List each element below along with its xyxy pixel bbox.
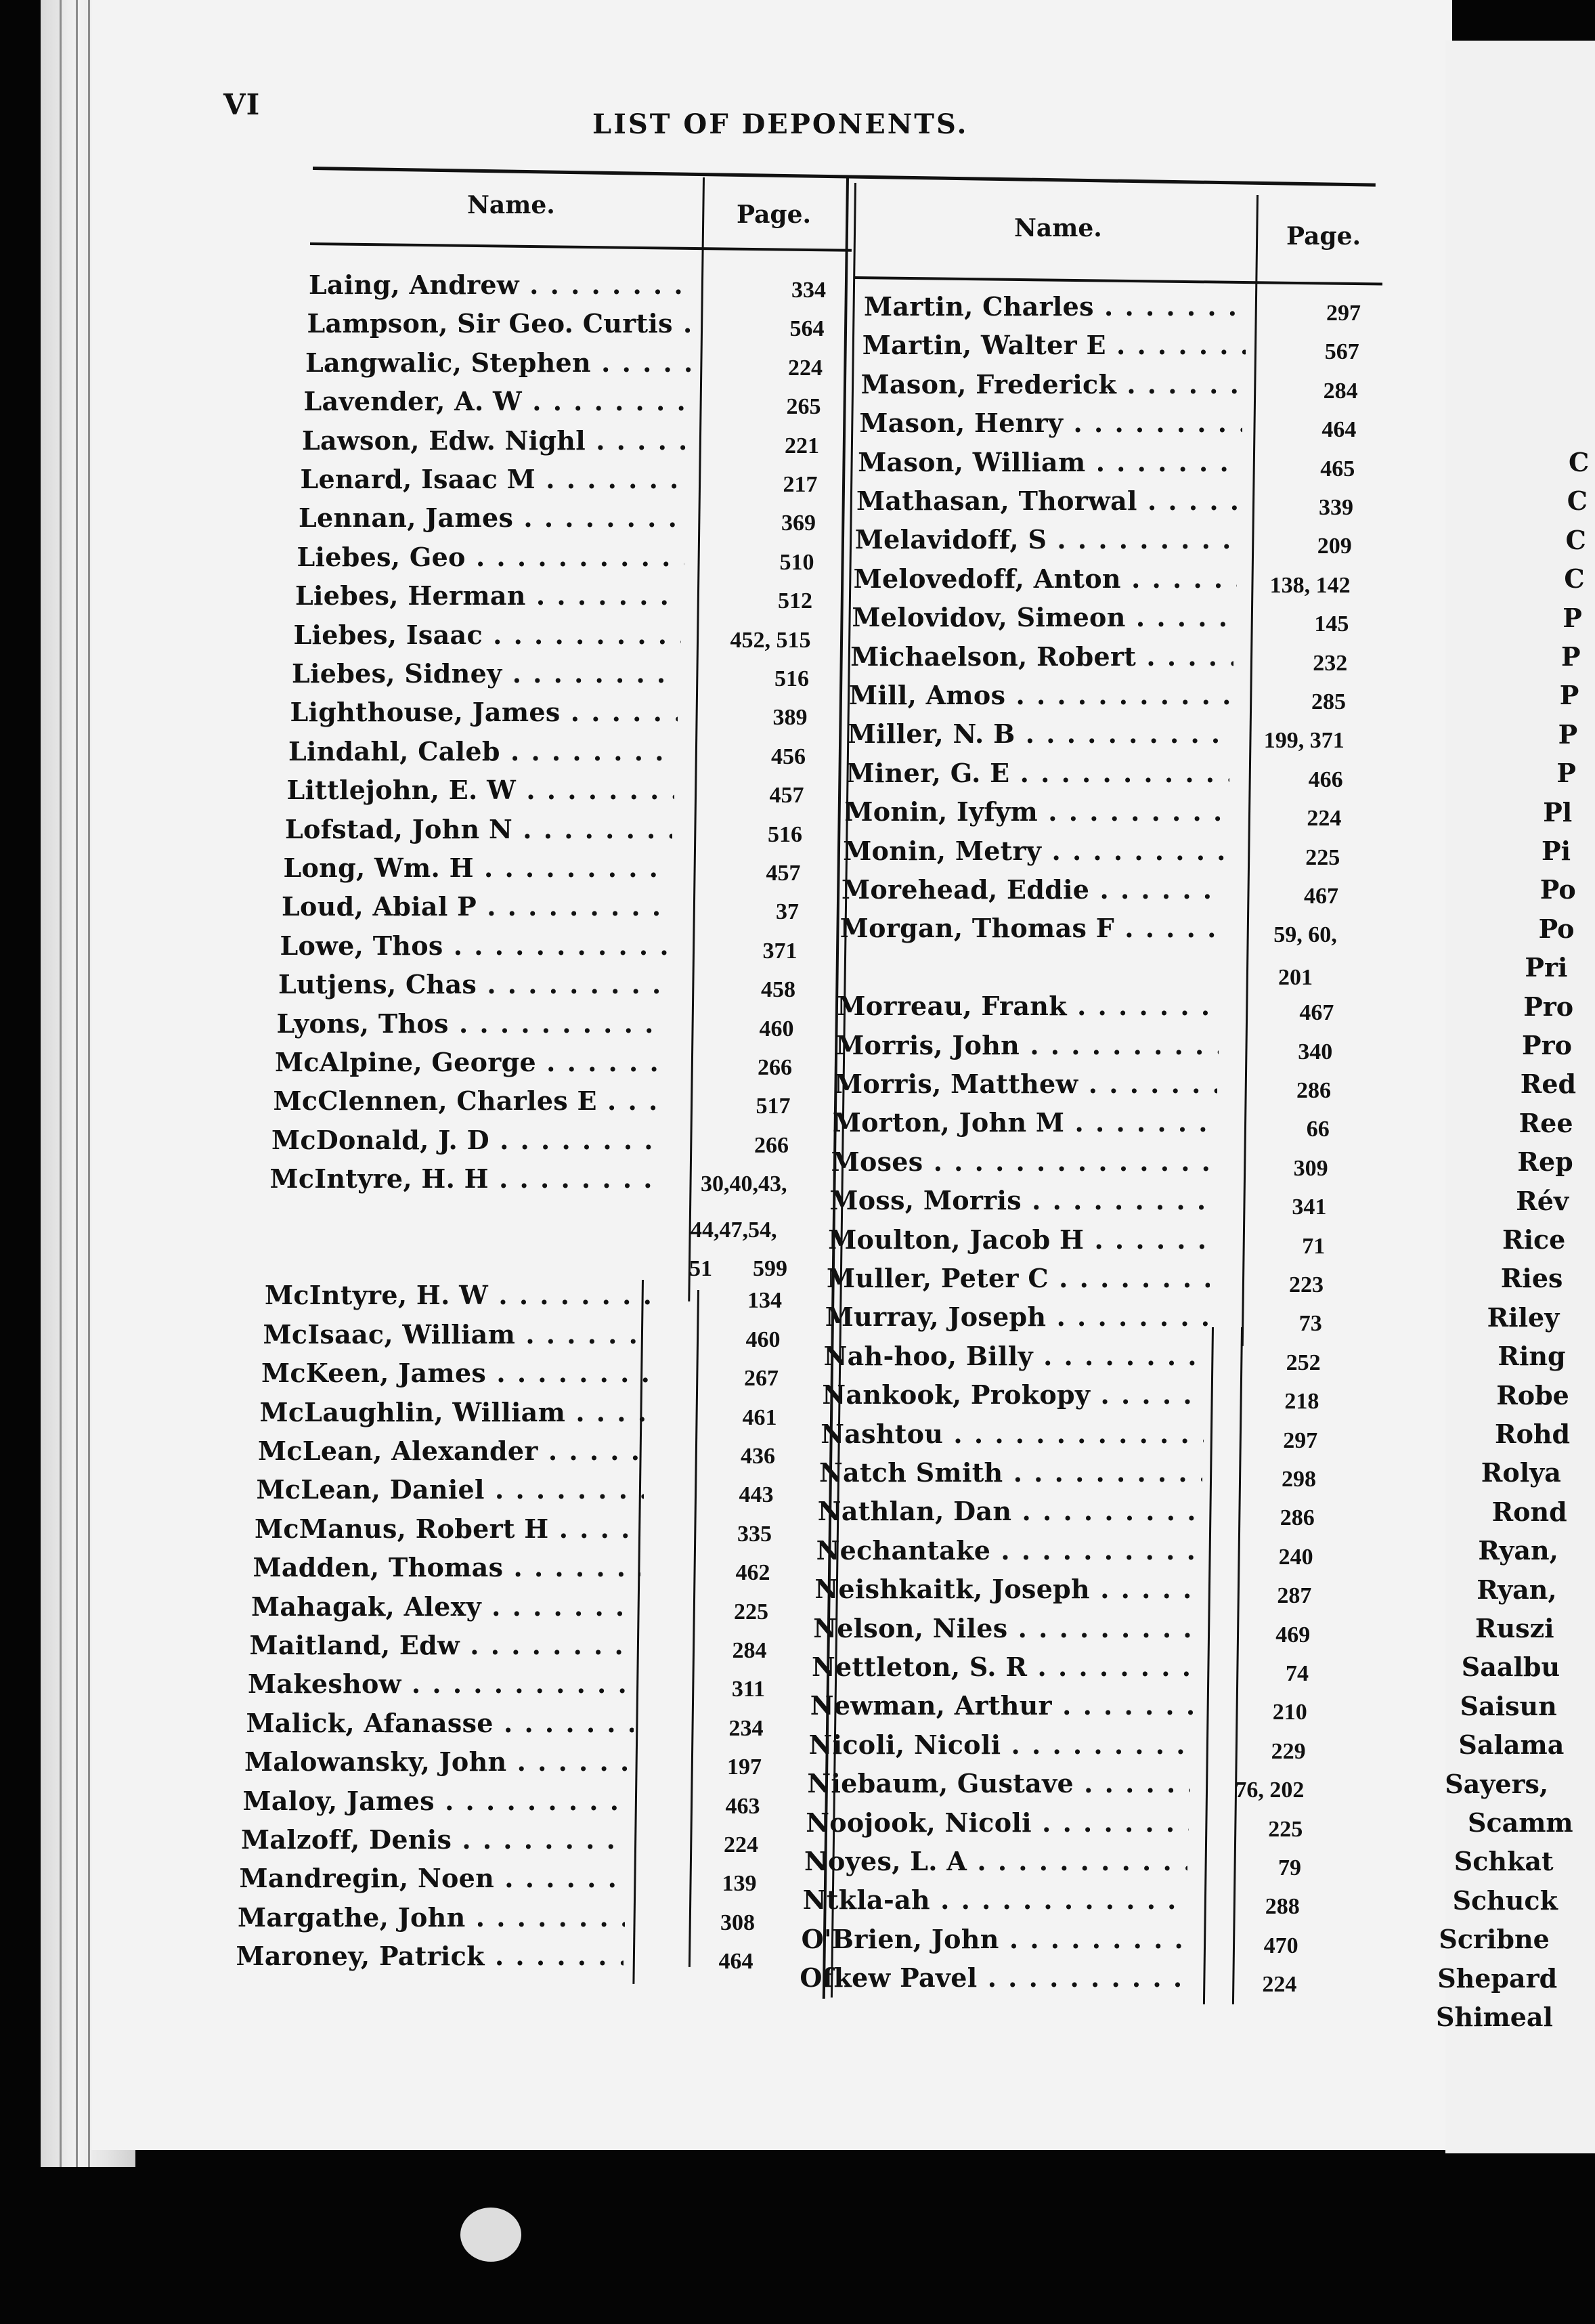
adjacent-page-fragment: Riley (1487, 1301, 1560, 1333)
page-reference: 456 (771, 744, 806, 769)
page-reference: 232 (1313, 650, 1348, 676)
page-reference: 297 (1326, 301, 1361, 326)
page-reference: 266 (758, 1055, 792, 1080)
deponent-name: Martin, Walter E . . . (862, 330, 1246, 360)
deponent-name: McManus, Robert H . . . (255, 1513, 642, 1544)
deponent-name: Morehead, Eddie . . . (842, 874, 1225, 905)
page-reference: 469 (1275, 1622, 1311, 1648)
deponent-name: Michaelson, Robert . . . (850, 641, 1233, 672)
page-reference: 71 (1302, 1233, 1326, 1259)
deponent-name: Niebaum, Gustave . . . (807, 1768, 1190, 1799)
adjacent-page-fragment: Pro (1522, 1030, 1572, 1060)
deponent-name: Liebes, Sidney . . . (292, 658, 679, 689)
page-number: VI (223, 88, 261, 121)
deponent-name: Nicoli, Nicoli . . . (809, 1729, 1192, 1760)
deponent-name: Martin, Charles . . . (864, 291, 1247, 322)
page-reference: 517 (756, 1094, 791, 1119)
adjacent-page-fragment: Ruszi (1475, 1613, 1554, 1643)
page-reference: 371 (762, 938, 798, 964)
adjacent-page-fragment: Red (1520, 1069, 1577, 1100)
left-continuation-2a: 51 (689, 1256, 712, 1281)
deponent-name: McClennen, Charles E . . . (274, 1085, 661, 1116)
page-reference: 66 (1306, 1117, 1330, 1142)
page-reference: 37 (776, 899, 799, 925)
adjacent-page-fragment: Scribne (1439, 1924, 1550, 1955)
adjacent-page-fragment: P (1558, 718, 1578, 750)
page-reference: 443 (739, 1482, 774, 1508)
page-reference: 463 (725, 1793, 760, 1819)
adjacent-page-fragment: Rohd (1495, 1419, 1571, 1449)
page-reference: 224 (724, 1832, 758, 1857)
page-reference: 436 (741, 1444, 775, 1469)
deponent-name: Monin, Metry . . . (843, 836, 1226, 866)
deponent-name: Malzoff, Denis . . . (241, 1824, 628, 1855)
adjacent-page-fragment: Pri (1525, 952, 1568, 983)
deponent-name: Lavender, A. W . . . (304, 386, 691, 416)
deponent-name: Melovidov, Simeon . . . (852, 602, 1235, 632)
deponent-name: Mason, Henry . . . (859, 408, 1242, 438)
adjacent-page-fragment: Rolya (1481, 1457, 1561, 1488)
adjacent-page-fragment: P (1559, 680, 1579, 711)
page-reference: 516 (774, 666, 809, 691)
page-reference: 197 (727, 1755, 762, 1780)
page-reference: 267 (744, 1366, 779, 1392)
adjacent-page-fragment: P (1561, 641, 1581, 672)
page-reference: 467 (1304, 884, 1338, 909)
deponent-name: Lofstad, John N . . . (285, 814, 672, 844)
deponent-name: Morris, John . . . (835, 1030, 1219, 1060)
deponent-name: Lighthouse, James . . . (290, 697, 678, 727)
deponent-name: Melavidoff, S . . . (855, 524, 1238, 555)
page-reference: 234 (728, 1715, 764, 1741)
deponent-name: Littlejohn, E. W . . . (287, 775, 674, 805)
adjacent-page-fragment: Rond (1491, 1496, 1567, 1527)
deponent-name: Margathe, John . . . (238, 1902, 625, 1933)
deponent-name: Lawson, Edw. Nighl . . . (302, 425, 689, 456)
deponent-name: Mathasan, Thorwal . . . (856, 486, 1240, 516)
deponent-name: Nah-hoo, Billy . . . (824, 1341, 1207, 1371)
page-reference: 335 (737, 1521, 772, 1547)
deponent-name: Malowansky, John . . . (244, 1746, 632, 1777)
deponent-name: Laing, Andrew . . . (309, 270, 696, 300)
deponent-name: Noojook, Nicoli . . . (806, 1807, 1189, 1838)
deponent-name: Nashtou . . . (821, 1419, 1204, 1449)
page-reference: 266 (754, 1132, 789, 1158)
page-reference: 285 (1311, 689, 1346, 714)
page-reference: 225 (1305, 844, 1340, 870)
deponent-name: Morreau, Frank . . . (837, 991, 1220, 1021)
deponent-name: Mason, William . . . (858, 447, 1241, 477)
adjacent-page-fragment: Ryan, (1477, 1574, 1557, 1605)
page-reference: 221 (785, 433, 819, 458)
page-reference: 134 (747, 1288, 782, 1314)
page-reference: 460 (759, 1016, 794, 1041)
deponent-name: Ofkew Pavel . . . (800, 1962, 1183, 1993)
page-reference: 462 (735, 1560, 770, 1586)
page-reference: 567 (1324, 339, 1359, 365)
page-reference: 286 (1280, 1505, 1315, 1531)
adjacent-page-fragment: Rév (1516, 1185, 1569, 1216)
deponent-name: McKeen, James . . . (261, 1358, 649, 1388)
page-reference: 76, 202 (1235, 1778, 1305, 1803)
deponent-name: Melovedoff, Anton . . . (854, 563, 1237, 594)
page-reference: 460 (745, 1327, 781, 1352)
page-reference: 210 (1272, 1700, 1307, 1725)
page-reference: 339 (1319, 495, 1353, 520)
page-reference: 334 (791, 278, 826, 303)
page-reference: 139 (722, 1871, 757, 1897)
deponent-name: McLaughlin, William . . . (260, 1397, 647, 1427)
deponent-name: McIsaac, William . . . (263, 1319, 651, 1350)
page-reference: 457 (766, 861, 801, 886)
deponent-name: Liebes, Geo . . . (297, 542, 684, 572)
deponent-name: Nathlan, Dan . . . (818, 1496, 1201, 1526)
deponent-name: Nettleton, S. R . . . (812, 1652, 1195, 1682)
page-reference: 59, 60, (1273, 922, 1337, 948)
deponent-name: Maroney, Patrick . . . (236, 1941, 624, 1971)
page-reference: 225 (734, 1599, 768, 1624)
page-reference: 218 (1284, 1389, 1319, 1415)
deponent-name: McIntyre, H. W . . . (265, 1280, 652, 1310)
deponent-name: Mahagak, Alexy . . . (251, 1591, 638, 1622)
page-reference: 516 (768, 821, 802, 847)
deponent-name: Monin, Iyfym . . . (844, 796, 1227, 827)
adjacent-page-fragment: Schkat (1454, 1846, 1554, 1877)
page-reference: 145 (1314, 611, 1349, 637)
deponent-name: McIntyre, H. H . . . (270, 1163, 657, 1194)
adjacent-page-fragment: Pl (1543, 796, 1573, 827)
page-reference: 458 (761, 977, 795, 1003)
paper-fleck (460, 2208, 521, 2262)
page-reference: 311 (731, 1677, 765, 1702)
right-continuation-1: 201 (1278, 965, 1313, 990)
page-reference: 252 (1286, 1350, 1321, 1375)
page-reference: 224 (1307, 806, 1342, 832)
page-reference: 309 (1293, 1155, 1328, 1181)
right-name-header: Name. (1014, 214, 1102, 242)
deponent-name: Malick, Afanasse . . . (246, 1708, 634, 1738)
page-reference: 74 (1286, 1661, 1309, 1686)
deponent-name: McDonald, J. D . . . (271, 1125, 659, 1155)
deponent-name: Maloy, James . . . (243, 1786, 630, 1816)
deponent-name: Loud, Abial P . . . (282, 891, 669, 922)
deponent-name: Long, Wm. H . . . (284, 853, 671, 883)
page-reference: 209 (1317, 534, 1352, 559)
page-reference: 510 (779, 549, 814, 575)
adjacent-page-fragment: P (1563, 602, 1582, 633)
deponent-name: Makeshow . . . (248, 1669, 635, 1699)
adjacent-page-fragment: Saisun (1460, 1690, 1557, 1721)
deponent-name: O'Brien, John . . . (802, 1924, 1185, 1954)
deponent-name: Nechantake . . . (816, 1535, 1200, 1566)
left-page-header: Page. (737, 200, 812, 229)
page-reference: 564 (789, 316, 825, 342)
deponent-name: Lyons, Thos . . . (277, 1008, 664, 1039)
page-reference: 224 (788, 355, 823, 381)
page-reference: 308 (720, 1910, 755, 1935)
page-reference: 288 (1265, 1894, 1300, 1920)
deponent-name: Nelson, Niles . . . (813, 1613, 1196, 1643)
deponent-name: Moulton, Jacob H . . . (828, 1224, 1211, 1255)
left-name-header: Name. (467, 191, 555, 219)
left-continuation-1: 44,47,54, (691, 1218, 777, 1243)
deponent-name: Mill, Amos . . . (849, 680, 1232, 710)
deponent-name: Lutjens, Chas . . . (278, 969, 665, 999)
page-reference: 389 (772, 705, 808, 731)
deponent-name: Miller, N. B . . . (848, 718, 1231, 749)
page-reference: 284 (732, 1638, 767, 1663)
page-reference: 465 (1320, 456, 1355, 481)
adjacent-page-fragment: P (1556, 758, 1576, 789)
adjacent-page-fragment: Ryan, (1478, 1535, 1558, 1566)
right-page-header: Page. (1286, 222, 1361, 251)
deponent-name: Morris, Matthew . . . (834, 1069, 1217, 1099)
page-reference: 512 (778, 588, 812, 614)
deponent-name: Moss, Morris . . . (829, 1185, 1212, 1215)
page-reference: 461 (742, 1404, 777, 1430)
page-reference: 138, 142 (1269, 572, 1351, 598)
page-reference: 297 (1283, 1427, 1318, 1453)
adjacent-page-fragment: Sayers, (1445, 1768, 1549, 1799)
deponent-name: Lindahl, Caleb . . . (288, 736, 676, 767)
deponent-name: Ntkla-ah . . . (803, 1885, 1186, 1915)
deponent-name: Miner, G. E . . . (846, 758, 1229, 788)
page-reference: 229 (1271, 1738, 1306, 1764)
page-reference: 341 (1292, 1195, 1327, 1220)
adjacent-page-fragment: Rice (1502, 1224, 1566, 1255)
deponent-name: Lowe, Thos . . . (280, 930, 668, 961)
adjacent-page-fragment: Scamm (1468, 1807, 1573, 1838)
adjacent-page-fragment: Ries (1500, 1263, 1563, 1294)
left-continuation-2b: 599 (753, 1256, 787, 1281)
adjacent-page-fragment: Shimeal (1436, 2002, 1553, 2032)
page-reference: 223 (1289, 1272, 1324, 1297)
page-reference: 79 (1278, 1855, 1301, 1880)
adjacent-page-fragment: Po (1539, 874, 1576, 905)
page-reference: 199, 371 (1263, 728, 1345, 754)
page-reference: 73 (1298, 1311, 1322, 1337)
adjacent-page-fragment: Ring (1498, 1341, 1566, 1372)
adjacent-page-fragment: C (1569, 447, 1590, 477)
adjacent-page-fragment: Pi (1542, 836, 1571, 866)
adjacent-page-fragment: Po (1538, 913, 1575, 944)
deponent-name: Natch Smith . . . (819, 1457, 1202, 1488)
page-reference: 467 (1299, 1000, 1334, 1026)
deponent-name: Mandregin, Noen . . . (240, 1863, 627, 1893)
deponent-name: Noyes, L. A . . . (804, 1846, 1187, 1876)
page-reference: 217 (783, 472, 818, 497)
adjacent-page-fragment: Ree (1518, 1107, 1573, 1138)
adjacent-page-fragment: Rep (1517, 1146, 1573, 1178)
deponent-name: Langwalic, Stephen . . . (305, 347, 693, 378)
deponent-name: Muller, Peter C . . . (827, 1263, 1210, 1293)
page-reference: 30,40,43, (701, 1171, 787, 1197)
page-reference: 298 (1282, 1467, 1316, 1492)
deponent-name: Lennan, James . . . (299, 502, 686, 533)
deponent-name: McLean, Alexander . . . (258, 1436, 645, 1466)
adjacent-page-fragment: C (1565, 524, 1586, 555)
deponent-name: Murray, Joseph . . . (825, 1301, 1208, 1332)
page-reference: 457 (769, 783, 804, 809)
adjacent-page-fragment: C (1564, 563, 1585, 595)
deponent-name: Lenard, Isaac M . . . (301, 464, 688, 494)
deponent-name: Madden, Thomas . . . (253, 1552, 640, 1583)
page-reference: 452, 515 (730, 627, 811, 653)
page-reference: 224 (1262, 1972, 1297, 1998)
deponent-name: Lampson, Sir Geo. Curtis . . . (307, 308, 695, 339)
deponent-name: Newman, Arthur . . . (810, 1690, 1194, 1721)
deponent-name: Liebes, Isaac . . . (294, 620, 681, 650)
page-reference: 369 (781, 511, 816, 536)
deponent-name: McLean, Daniel . . . (257, 1474, 644, 1505)
adjacent-page-fragment: Shepard (1437, 1962, 1558, 1994)
page-reference: 240 (1278, 1544, 1313, 1570)
adjacent-page-fragment: Saalbu (1461, 1652, 1560, 1683)
page-reference: 287 (1277, 1583, 1312, 1609)
deponent-name: Liebes, Herman . . . (295, 580, 682, 611)
page-reference: 464 (718, 1949, 753, 1975)
deponent-name: Neishkaitk, Joseph . . . (814, 1574, 1198, 1604)
page-reference: 466 (1308, 767, 1343, 792)
deponent-name: Maitland, Edw . . . (250, 1630, 637, 1660)
page-reference: 265 (786, 394, 821, 420)
adjacent-page-fragment: Robe (1496, 1379, 1569, 1411)
deponent-name: Moses . . . (831, 1146, 1215, 1177)
page-reference: 340 (1298, 1039, 1333, 1064)
page-reference: 286 (1296, 1078, 1331, 1103)
page-reference: 225 (1268, 1816, 1303, 1842)
page-reference: 464 (1321, 417, 1357, 443)
adjacent-page-fragment: C (1567, 486, 1588, 517)
deponent-name: Mason, Frederick . . . (861, 369, 1244, 400)
page-title: LIST OF DEPONENTS. (592, 108, 969, 140)
adjacent-page-fragment: Pro (1523, 991, 1574, 1022)
deponent-name: Morgan, Thomas F . . . (840, 913, 1223, 943)
page-reference: 470 (1263, 1933, 1298, 1958)
page-reference: 284 (1323, 378, 1358, 404)
deponent-name: Nankook, Prokopy . . . (822, 1379, 1205, 1410)
adjacent-page-fragment: Salama (1458, 1729, 1565, 1761)
adjacent-page-fragment: Schuck (1452, 1885, 1558, 1916)
deponent-name: McAlpine, George . . . (275, 1047, 662, 1077)
deponent-name: Morton, John M . . . (833, 1107, 1216, 1138)
